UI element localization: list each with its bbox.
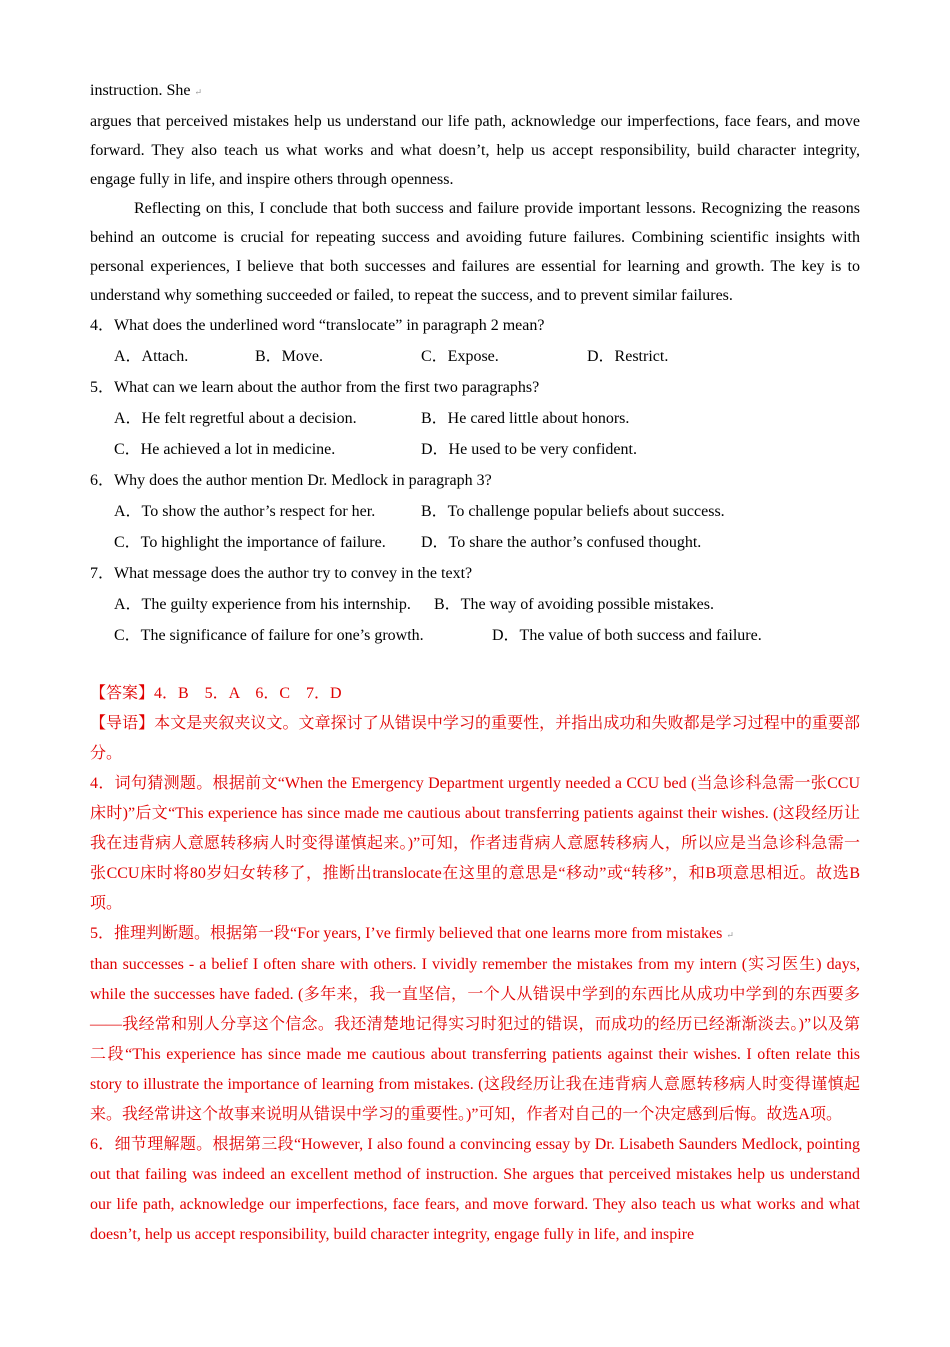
question-7-stem: 7．What message does the author try to convey in the text? [90, 565, 473, 582]
question-5-stem: 5．What can we learn about the author from the first two paragraphs? [90, 379, 540, 396]
q6-option-a[interactable]: A．To show the author’s respect for her. [114, 503, 376, 520]
document-content [90, 76, 860, 1250]
q4-option-d[interactable]: D．Restrict. [587, 348, 669, 365]
question-6-options-row1 [90, 496, 860, 527]
q7-option-b[interactable]: B．The way of avoiding possible mistakes. [434, 596, 714, 613]
question-7-options-row2 [90, 620, 860, 651]
q7-option-c[interactable]: C．The significance of failure for one’s growth. [114, 627, 424, 644]
explanation-5-line1: 5．推理判断题。根据第一段“For years, I’ve firmly believed that one learns more from mistakes ↵ [90, 925, 734, 942]
q7-option-d[interactable]: D．The value of both success and failure. [492, 627, 762, 644]
passage-fragment: instruction. She ↵ [90, 82, 202, 99]
q5-option-c[interactable]: C．He achieved a lot in medicine. [114, 441, 336, 458]
explanation-6: 6．细节理解题。根据第三段“However, I also found a convincing essay by Dr. Lisabeth Saunders Medlock, pointing out that failing was indeed an excellent method of instruction. She argues that perceived mistakes help us understand our life path, acknowledge our imperfections, face fears, and move forward. They also teach us what works and what doesn’t, help us accept responsibility, build character integrity, engage fully in life, and inspire [90, 1136, 860, 1243]
question-5-options-row2 [90, 434, 860, 465]
question-7-options-row1 [90, 589, 860, 620]
question-5-options-row1 [90, 403, 860, 434]
passage-conclusion: Reflecting on this, I conclude that both success and failure provide important lessons. Recognizing the reasons behind an outcome is crucial for repeating success and avoiding future failures. Combining scientific insights with personal experiences, I believe that both successes and failures are essential for learning and growth. The key is to understand why something succeeded or failed, to repeat the success, and to prevent similar failures. [90, 200, 860, 304]
question-4-stem: 4．What does the underlined word “translocate” in paragraph 2 mean? [90, 317, 545, 334]
q6-option-c[interactable]: C．To highlight the importance of failure. [114, 534, 386, 551]
answer-section [90, 679, 860, 1250]
passage-paragraph: argues that perceived mistakes help us understand our life path, acknowledge our imperfections, face fears, and move forward. They also teach us what works and what doesn’t, help us accept responsibility, build character integrity, engage fully in life, and inspire others through openness. [90, 113, 860, 188]
q7-option-a[interactable]: A．The guilty experience from his internship. [114, 596, 411, 613]
question-6-stem: 6．Why does the author mention Dr. Medlock in paragraph 3? [90, 472, 492, 489]
q6-option-d[interactable]: D．To share the author’s confused thought. [421, 534, 702, 551]
q4-option-a[interactable]: A．Attach. [114, 348, 189, 365]
q4-option-c[interactable]: C．Expose. [421, 348, 499, 365]
q4-option-b[interactable]: B．Move. [255, 348, 324, 365]
explanation-4: 4．词句猜测题。根据前文“When the Emergency Department urgently needed a CCU bed (当急诊科急需一张CCU床时)”后文“This experience has since made me cautious about transferring patients against their wishes. (这段经历让我在违背病人意愿转移病人时变得谨慎起来。)”可知，作者违背病人意愿转移病人，所以应是当急诊科急需一张CCU床时将80岁妇女转移了，推断出translocate在这里的意思是“移动”或“转移”，和B项意思相近。故选B项。 [90, 775, 860, 912]
q5-option-d[interactable]: D．He used to be very confident. [421, 441, 637, 458]
answer-key: 【答案】4．B 5．A 6．C 7．D [90, 685, 342, 702]
question-4-options [90, 341, 860, 372]
question-6-options-row2 [90, 527, 860, 558]
q5-option-a[interactable]: A．He felt regretful about a decision. [114, 410, 357, 427]
q5-option-b[interactable]: B．He cared little about honors. [421, 410, 630, 427]
spacer [90, 651, 860, 679]
answer-guide: 【导语】本文是夹叙夹议文。文章探讨了从错误中学习的重要性，并指出成功和失败都是学习过程中的重要部分。 [90, 715, 860, 762]
q6-option-b[interactable]: B．To challenge popular beliefs about success. [421, 503, 725, 520]
explanation-5: than successes - a belief I often share with others. I vividly remember the mistakes from my intern (实习医生) days, while the successes have faded. (多年来，我一直坚信，一个人从错误中学到的东西比从成功中学到的东西要多——我经常和别人分享这个信念。我还清楚地记得实习时犯过的错误，而成功的经历已经渐渐淡去。)”以及第二段“This experience has since made me cautious about transferring patients against their wishes. I often relate this story to illustrate the importance of learning from mistakes. (这段经历让我在违背病人意愿转移病人时变得谨慎起来。我经常讲这个故事来说明从错误中学习的重要性。)”可知，作者对自己的一个决定感到后悔。故选A项。 [90, 956, 860, 1123]
